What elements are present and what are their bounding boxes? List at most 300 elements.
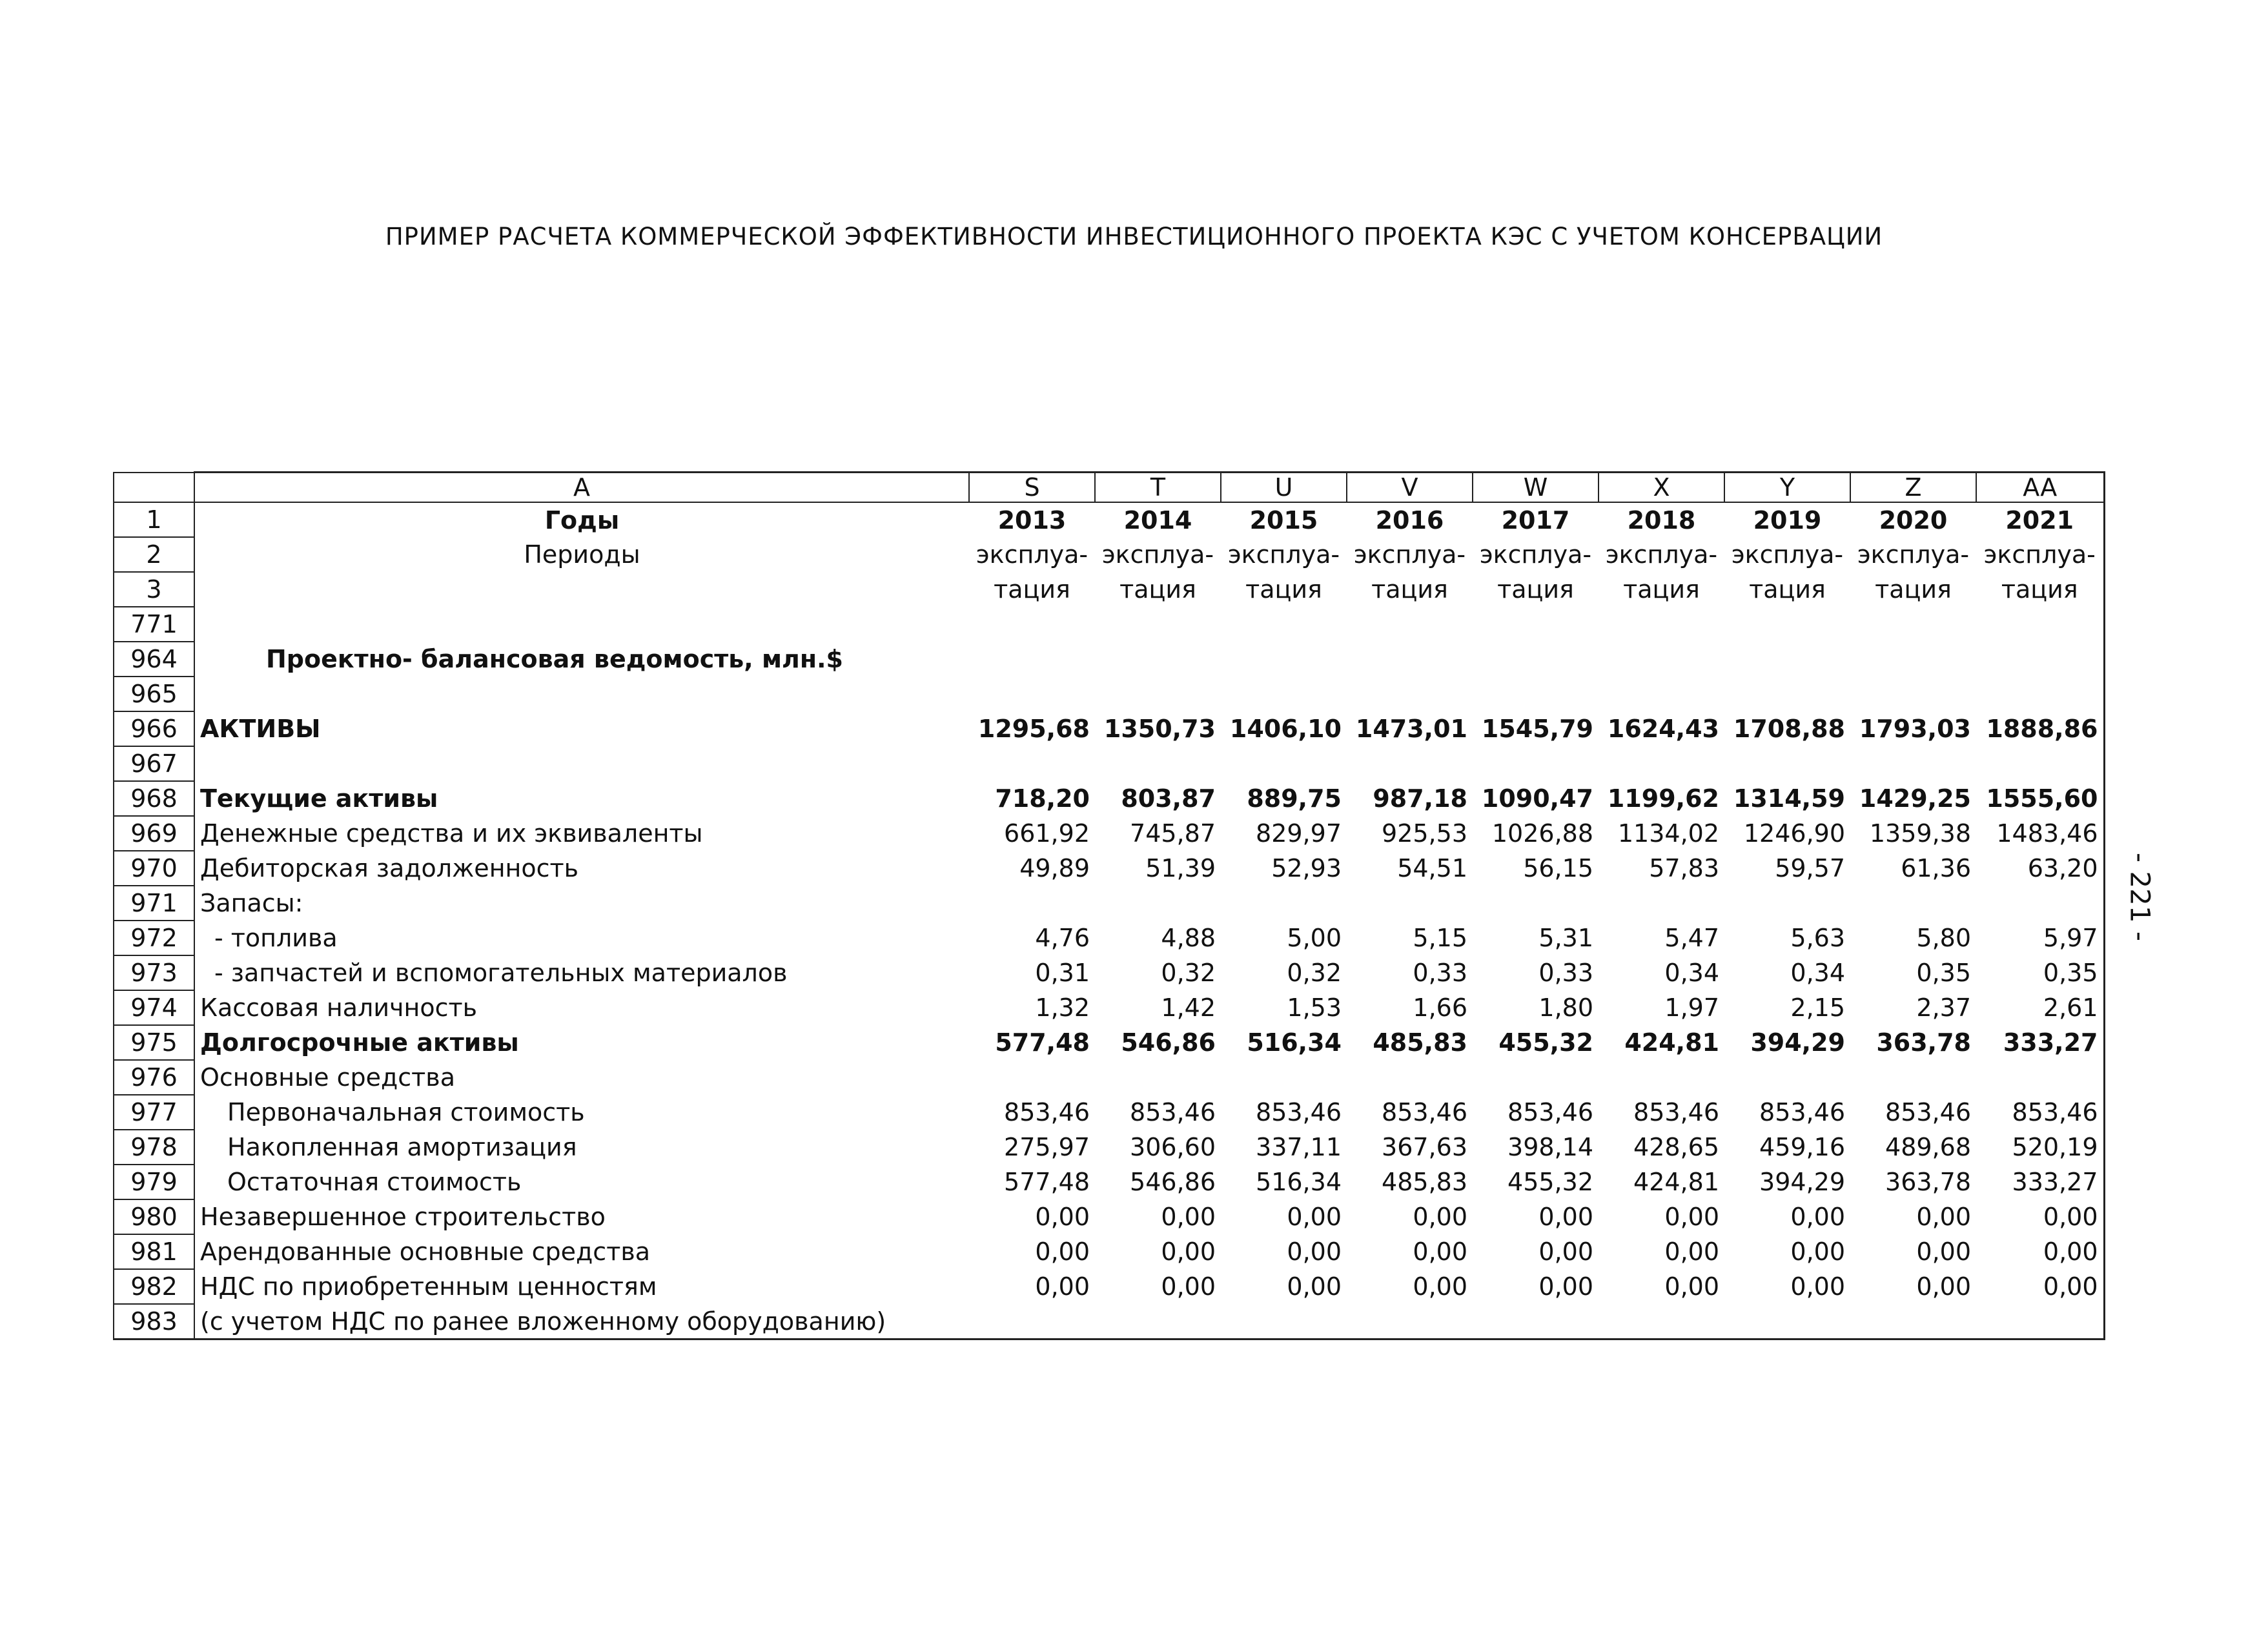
value-cell [1095, 1060, 1221, 1095]
row-number: 983 [114, 1304, 194, 1339]
value-cell: 1,53 [1287, 993, 1342, 1022]
value-cell: 59,57 [1775, 854, 1845, 882]
value-cell: 1199,62 [1607, 784, 1719, 813]
value-cell: тация [1976, 572, 2104, 607]
row-number: 2 [114, 537, 194, 572]
value-cell: эксплуа- [1976, 537, 2104, 572]
value-cell: эксплуа- [1479, 540, 1592, 569]
table-row [114, 537, 2104, 572]
column-header: X [1599, 473, 1724, 503]
value-cell: эксплуа- [976, 540, 1088, 569]
value-cell: 803,87 [1121, 784, 1216, 813]
spreadsheet-body [114, 473, 2104, 1339]
value-cell [1724, 677, 1850, 711]
value-cell: 0,32 [1287, 959, 1342, 987]
value-cell: 2013 [997, 505, 1067, 535]
value-cell: 485,83 [1373, 1028, 1467, 1057]
value-cell [1724, 1304, 1850, 1339]
value-cell: 1,32 [1035, 993, 1090, 1022]
value-cell [1473, 677, 1599, 711]
value-cell: 4,76 [1035, 924, 1090, 952]
value-cell: 1090,47 [1481, 784, 1593, 813]
value-cell [1221, 1060, 1347, 1095]
value-cell: 2,15 [1790, 993, 1845, 1022]
value-cell [1347, 607, 1473, 642]
value-cell [1850, 677, 1976, 711]
value-cell [1976, 746, 2104, 781]
value-cell [969, 642, 1095, 677]
table-row [114, 711, 2104, 746]
table-row [114, 746, 2104, 781]
value-cell [1976, 607, 2104, 642]
value-cell [1976, 642, 2104, 677]
value-cell: 577,48 [1004, 1168, 1090, 1196]
row-label [194, 746, 969, 781]
value-cell: 5,31 [1538, 924, 1593, 952]
value-cell: 0,00 [1413, 1272, 1467, 1301]
row-number: 974 [114, 990, 194, 1025]
value-cell [1473, 1060, 1599, 1095]
document-title: ПРИМЕР РАСЧЕТА КОММЕРЧЕСКОЙ ЭФФЕКТИВНОСТИ ИНВЕСТИЦИОННОГО ПРОЕКТА КЭС С УЧЕТОМ КОНСЕРВАЦИИ [385, 223, 1883, 250]
row-number: 966 [114, 711, 194, 746]
value-cell [1095, 677, 1221, 711]
value-cell [1473, 607, 1599, 642]
value-cell: 2016 [1375, 505, 1444, 535]
table-row [114, 851, 2104, 886]
value-cell: 1359,38 [1869, 819, 1971, 848]
row-number: 3 [114, 572, 194, 607]
value-cell: 0,00 [1161, 1272, 1216, 1301]
row-number: 971 [114, 886, 194, 921]
value-cell: тация [1875, 575, 1952, 604]
row-label: Первоначальная стоимость [194, 1095, 969, 1130]
row-number: 970 [114, 851, 194, 886]
value-cell [1347, 1304, 1473, 1339]
value-cell: 0,00 [1976, 1199, 2104, 1234]
row-label: Запасы: [194, 886, 969, 921]
table-row [114, 1060, 2104, 1095]
row-label: (с учетом НДС по ранее вложенному оборудованию) [194, 1304, 969, 1339]
value-cell: 0,31 [1035, 959, 1090, 987]
row-label: Текущие активы [194, 781, 969, 816]
table-row [114, 502, 2104, 537]
row-number: 975 [114, 1025, 194, 1060]
value-cell: 0,00 [1287, 1238, 1342, 1266]
value-cell [1850, 886, 1976, 921]
page-number: - 221 - [2124, 852, 2156, 942]
value-cell: 0,00 [1161, 1238, 1216, 1266]
row-label: Денежные средства и их эквиваленты [194, 816, 969, 851]
value-cell: 1555,60 [1976, 781, 2104, 816]
row-number: 978 [114, 1130, 194, 1165]
row-label: Дебиторская задолженность [194, 851, 969, 886]
value-cell: 546,86 [1121, 1028, 1216, 1057]
row-number: 973 [114, 955, 194, 990]
value-cell: тация [1371, 575, 1448, 604]
table-row [114, 572, 2104, 607]
value-cell: 829,97 [1256, 819, 1342, 848]
row-number: 771 [114, 607, 194, 642]
value-cell: 2015 [1249, 505, 1318, 535]
value-cell: 5,15 [1413, 924, 1467, 952]
row-label [194, 572, 969, 607]
row-number: 977 [114, 1095, 194, 1130]
value-cell: 4,88 [1161, 924, 1216, 952]
value-cell [1473, 642, 1599, 677]
table-row [114, 955, 2104, 990]
row-number: 972 [114, 921, 194, 955]
value-cell: 1624,43 [1607, 715, 1719, 743]
value-cell: эксплуа- [1605, 540, 1718, 569]
value-cell: 2,61 [1976, 990, 2104, 1025]
value-cell: 0,00 [1790, 1203, 1845, 1231]
table-row [114, 1095, 2104, 1130]
table-row [114, 607, 2104, 642]
value-cell [969, 677, 1095, 711]
value-cell: 0,00 [1035, 1203, 1090, 1231]
value-cell [1473, 1304, 1599, 1339]
column-header: Z [1850, 473, 1976, 503]
column-header: V [1347, 473, 1473, 503]
value-cell: 2017 [1501, 505, 1570, 535]
row-number: 976 [114, 1060, 194, 1095]
value-cell [1850, 746, 1976, 781]
value-cell: 0,00 [1664, 1272, 1719, 1301]
table-row [114, 1130, 2104, 1165]
value-cell: 0,00 [1035, 1238, 1090, 1266]
value-cell: 1545,79 [1481, 715, 1593, 743]
value-cell: 0,00 [1538, 1272, 1593, 1301]
value-cell [1599, 746, 1724, 781]
value-cell [1976, 1060, 2104, 1095]
table-row [114, 1199, 2104, 1234]
row-number: 980 [114, 1199, 194, 1234]
value-cell: 0,34 [1790, 959, 1845, 987]
value-cell: 546,86 [1130, 1168, 1216, 1196]
value-cell: 853,46 [1507, 1098, 1593, 1126]
value-cell: 1,66 [1413, 993, 1467, 1022]
value-cell: 925,53 [1382, 819, 1467, 848]
value-cell: тация [1119, 575, 1196, 604]
value-cell [969, 886, 1095, 921]
spreadsheet-table [113, 471, 2105, 1340]
value-cell [969, 607, 1095, 642]
value-cell: 455,32 [1498, 1028, 1593, 1057]
value-cell: 363,78 [1885, 1168, 1971, 1196]
value-cell: эксплуа- [1227, 540, 1340, 569]
value-cell: 61,36 [1901, 854, 1971, 882]
value-cell: эксплуа- [1101, 540, 1214, 569]
value-cell: 0,00 [1790, 1238, 1845, 1266]
table-row [114, 886, 2104, 921]
value-cell: 57,83 [1649, 854, 1719, 882]
value-cell: тация [1749, 575, 1826, 604]
value-cell: 0,34 [1664, 959, 1719, 987]
table-row [114, 921, 2104, 955]
value-cell [1850, 1304, 1976, 1339]
row-label: Накопленная амортизация [194, 1130, 969, 1165]
value-cell: тация [1497, 575, 1574, 604]
value-cell: 520,19 [1976, 1130, 2104, 1165]
value-cell: 485,83 [1382, 1168, 1467, 1196]
value-cell: 853,46 [1885, 1098, 1971, 1126]
value-cell [1221, 1304, 1347, 1339]
value-cell: 0,33 [1538, 959, 1593, 987]
value-cell [1976, 677, 2104, 711]
value-cell: 428,65 [1633, 1133, 1719, 1161]
value-cell [1724, 607, 1850, 642]
value-cell [1599, 677, 1724, 711]
value-cell: 0,35 [1976, 955, 2104, 990]
value-cell: 1350,73 [1103, 715, 1216, 743]
value-cell: 49,89 [1019, 854, 1090, 882]
value-cell [1724, 1060, 1850, 1095]
value-cell: 2,37 [1916, 993, 1971, 1022]
table-row [114, 1304, 2104, 1339]
value-cell: 333,27 [1976, 1165, 2104, 1199]
value-cell: 398,14 [1507, 1133, 1593, 1161]
value-cell: 0,00 [1916, 1272, 1971, 1301]
value-cell: 0,00 [1916, 1203, 1971, 1231]
value-cell: 1429,25 [1859, 784, 1971, 813]
value-cell: 853,46 [1976, 1095, 2104, 1130]
row-label: Кассовая наличность [194, 990, 969, 1025]
value-cell: 0,00 [1664, 1203, 1719, 1231]
value-cell: 333,27 [1976, 1025, 2104, 1060]
value-cell: 2019 [1753, 505, 1822, 535]
value-cell [1599, 642, 1724, 677]
row-number: 969 [114, 816, 194, 851]
corner-cell [114, 473, 194, 503]
value-cell [1221, 642, 1347, 677]
value-cell: 1406,10 [1229, 715, 1342, 743]
value-cell: 2021 [1976, 502, 2104, 537]
row-label: НДС по приобретенным ценностям [194, 1269, 969, 1304]
value-cell [969, 1304, 1095, 1339]
value-cell [1724, 642, 1850, 677]
value-cell: 661,92 [1004, 819, 1090, 848]
table-row [114, 1269, 2104, 1304]
row-number: 968 [114, 781, 194, 816]
value-cell: 0,00 [1916, 1238, 1971, 1266]
value-cell: 0,00 [1161, 1203, 1216, 1231]
value-cell [1095, 642, 1221, 677]
value-cell: 459,16 [1759, 1133, 1845, 1161]
value-cell: 1,80 [1538, 993, 1593, 1022]
table-row [114, 1234, 2104, 1269]
value-cell: 0,00 [1790, 1272, 1845, 1301]
row-label: Проектно- балансовая ведомость, млн.$ [194, 642, 969, 677]
value-cell [969, 1060, 1095, 1095]
column-header-row [114, 473, 2104, 503]
value-cell: 489,68 [1885, 1133, 1971, 1161]
value-cell [1850, 642, 1976, 677]
column-header: A [194, 473, 969, 503]
value-cell: 306,60 [1130, 1133, 1216, 1161]
value-cell: 0,00 [1287, 1203, 1342, 1231]
value-cell: 455,32 [1507, 1168, 1593, 1196]
value-cell: 51,39 [1145, 854, 1216, 882]
row-label: Годы [194, 502, 969, 537]
column-header: Y [1724, 473, 1850, 503]
value-cell [1976, 886, 2104, 921]
value-cell: 56,15 [1523, 854, 1593, 882]
value-cell: 0,00 [1538, 1203, 1593, 1231]
row-label [194, 677, 969, 711]
value-cell: эксплуа- [1731, 540, 1844, 569]
value-cell: 745,87 [1130, 819, 1216, 848]
value-cell [1599, 607, 1724, 642]
value-cell: 54,51 [1397, 854, 1467, 882]
value-cell: 1,97 [1664, 993, 1719, 1022]
value-cell: 987,18 [1373, 784, 1467, 813]
value-cell [1221, 746, 1347, 781]
table-row [114, 642, 2104, 677]
row-label [194, 607, 969, 642]
value-cell: 577,48 [995, 1028, 1090, 1057]
value-cell: 0,00 [1035, 1272, 1090, 1301]
table-row [114, 990, 2104, 1025]
table-row [114, 781, 2104, 816]
value-cell: 0,00 [1976, 1234, 2104, 1269]
value-cell [1347, 1060, 1473, 1095]
column-header: W [1473, 473, 1599, 503]
value-cell: 516,34 [1247, 1028, 1342, 1057]
column-header: AA [1976, 473, 2104, 503]
value-cell: 394,29 [1750, 1028, 1845, 1057]
value-cell [1095, 746, 1221, 781]
table-row [114, 1025, 2104, 1060]
value-cell [1347, 746, 1473, 781]
value-cell: 1473,01 [1355, 715, 1467, 743]
value-cell: 63,20 [1976, 851, 2104, 886]
value-cell: 5,63 [1790, 924, 1845, 952]
row-label: Незавершенное строительство [194, 1199, 969, 1234]
row-number: 981 [114, 1234, 194, 1269]
row-label: Периоды [194, 537, 969, 572]
value-cell: 1888,86 [1976, 711, 2104, 746]
value-cell: 394,29 [1759, 1168, 1845, 1196]
value-cell [1473, 886, 1599, 921]
value-cell: 5,80 [1916, 924, 1971, 952]
value-cell: 337,11 [1256, 1133, 1342, 1161]
value-cell: 2020 [1879, 505, 1948, 535]
value-cell [1221, 886, 1347, 921]
value-cell [1599, 886, 1724, 921]
value-cell: 0,00 [1664, 1238, 1719, 1266]
value-cell: 52,93 [1271, 854, 1342, 882]
value-cell: 718,20 [995, 784, 1090, 813]
value-cell: 1134,02 [1617, 819, 1719, 848]
value-cell: 367,63 [1382, 1133, 1467, 1161]
value-cell: тация [994, 575, 1070, 604]
value-cell: 2014 [1123, 505, 1192, 535]
value-cell [1850, 1060, 1976, 1095]
value-cell [1850, 607, 1976, 642]
value-cell: 0,35 [1916, 959, 1971, 987]
value-cell: 0,00 [1413, 1238, 1467, 1266]
value-cell: 853,46 [1382, 1098, 1467, 1126]
value-cell [1347, 642, 1473, 677]
value-cell: 275,97 [1004, 1133, 1090, 1161]
table-row [114, 1165, 2104, 1199]
value-cell: 853,46 [1633, 1098, 1719, 1126]
value-cell: 0,00 [1287, 1272, 1342, 1301]
value-cell: 5,47 [1664, 924, 1719, 952]
value-cell: 853,46 [1256, 1098, 1342, 1126]
column-header: T [1095, 473, 1221, 503]
row-number: 982 [114, 1269, 194, 1304]
row-number: 965 [114, 677, 194, 711]
row-label: - топлива [194, 921, 969, 955]
row-label: - запчастей и вспомогательных материалов [194, 955, 969, 990]
value-cell: 1026,88 [1491, 819, 1593, 848]
value-cell: тация [1623, 575, 1700, 604]
value-cell: 1708,88 [1733, 715, 1845, 743]
value-cell: 424,81 [1624, 1028, 1719, 1057]
column-header: S [969, 473, 1095, 503]
value-cell: 1246,90 [1743, 819, 1845, 848]
value-cell: 0,00 [1413, 1203, 1467, 1231]
row-number: 979 [114, 1165, 194, 1199]
column-header: U [1221, 473, 1347, 503]
value-cell [1724, 746, 1850, 781]
row-label: АКТИВЫ [194, 711, 969, 746]
value-cell [1095, 886, 1221, 921]
value-cell: 1793,03 [1859, 715, 1971, 743]
value-cell: 1,42 [1161, 993, 1216, 1022]
value-cell: тация [1245, 575, 1322, 604]
value-cell [1724, 886, 1850, 921]
value-cell: 1314,59 [1733, 784, 1845, 813]
value-cell: 1295,68 [977, 715, 1090, 743]
row-label: Арендованные основные средства [194, 1234, 969, 1269]
value-cell: 1483,46 [1976, 816, 2104, 851]
value-cell [1347, 886, 1473, 921]
value-cell: 853,46 [1759, 1098, 1845, 1126]
value-cell: 853,46 [1004, 1098, 1090, 1126]
value-cell [1976, 1304, 2104, 1339]
value-cell: 516,34 [1256, 1168, 1342, 1196]
value-cell: 889,75 [1247, 784, 1342, 813]
value-cell [1221, 607, 1347, 642]
value-cell [1473, 746, 1599, 781]
value-cell: 424,81 [1633, 1168, 1719, 1196]
value-cell: 0,33 [1413, 959, 1467, 987]
value-cell [1347, 677, 1473, 711]
value-cell [1599, 1060, 1724, 1095]
value-cell: 853,46 [1130, 1098, 1216, 1126]
value-cell: эксплуа- [1857, 540, 1970, 569]
row-number: 964 [114, 642, 194, 677]
value-cell [1095, 607, 1221, 642]
row-label: Остаточная стоимость [194, 1165, 969, 1199]
row-label: Долгосрочные активы [194, 1025, 969, 1060]
row-number: 1 [114, 502, 194, 537]
value-cell [1095, 1304, 1221, 1339]
value-cell: 0,00 [1538, 1238, 1593, 1266]
value-cell: 5,97 [1976, 921, 2104, 955]
value-cell [969, 746, 1095, 781]
value-cell: 2018 [1627, 505, 1696, 535]
value-cell: 0,32 [1161, 959, 1216, 987]
value-cell: эксплуа- [1353, 540, 1466, 569]
table-row [114, 816, 2104, 851]
value-cell: 5,00 [1287, 924, 1342, 952]
row-label: Основные средства [194, 1060, 969, 1095]
row-number: 967 [114, 746, 194, 781]
value-cell [1599, 1304, 1724, 1339]
